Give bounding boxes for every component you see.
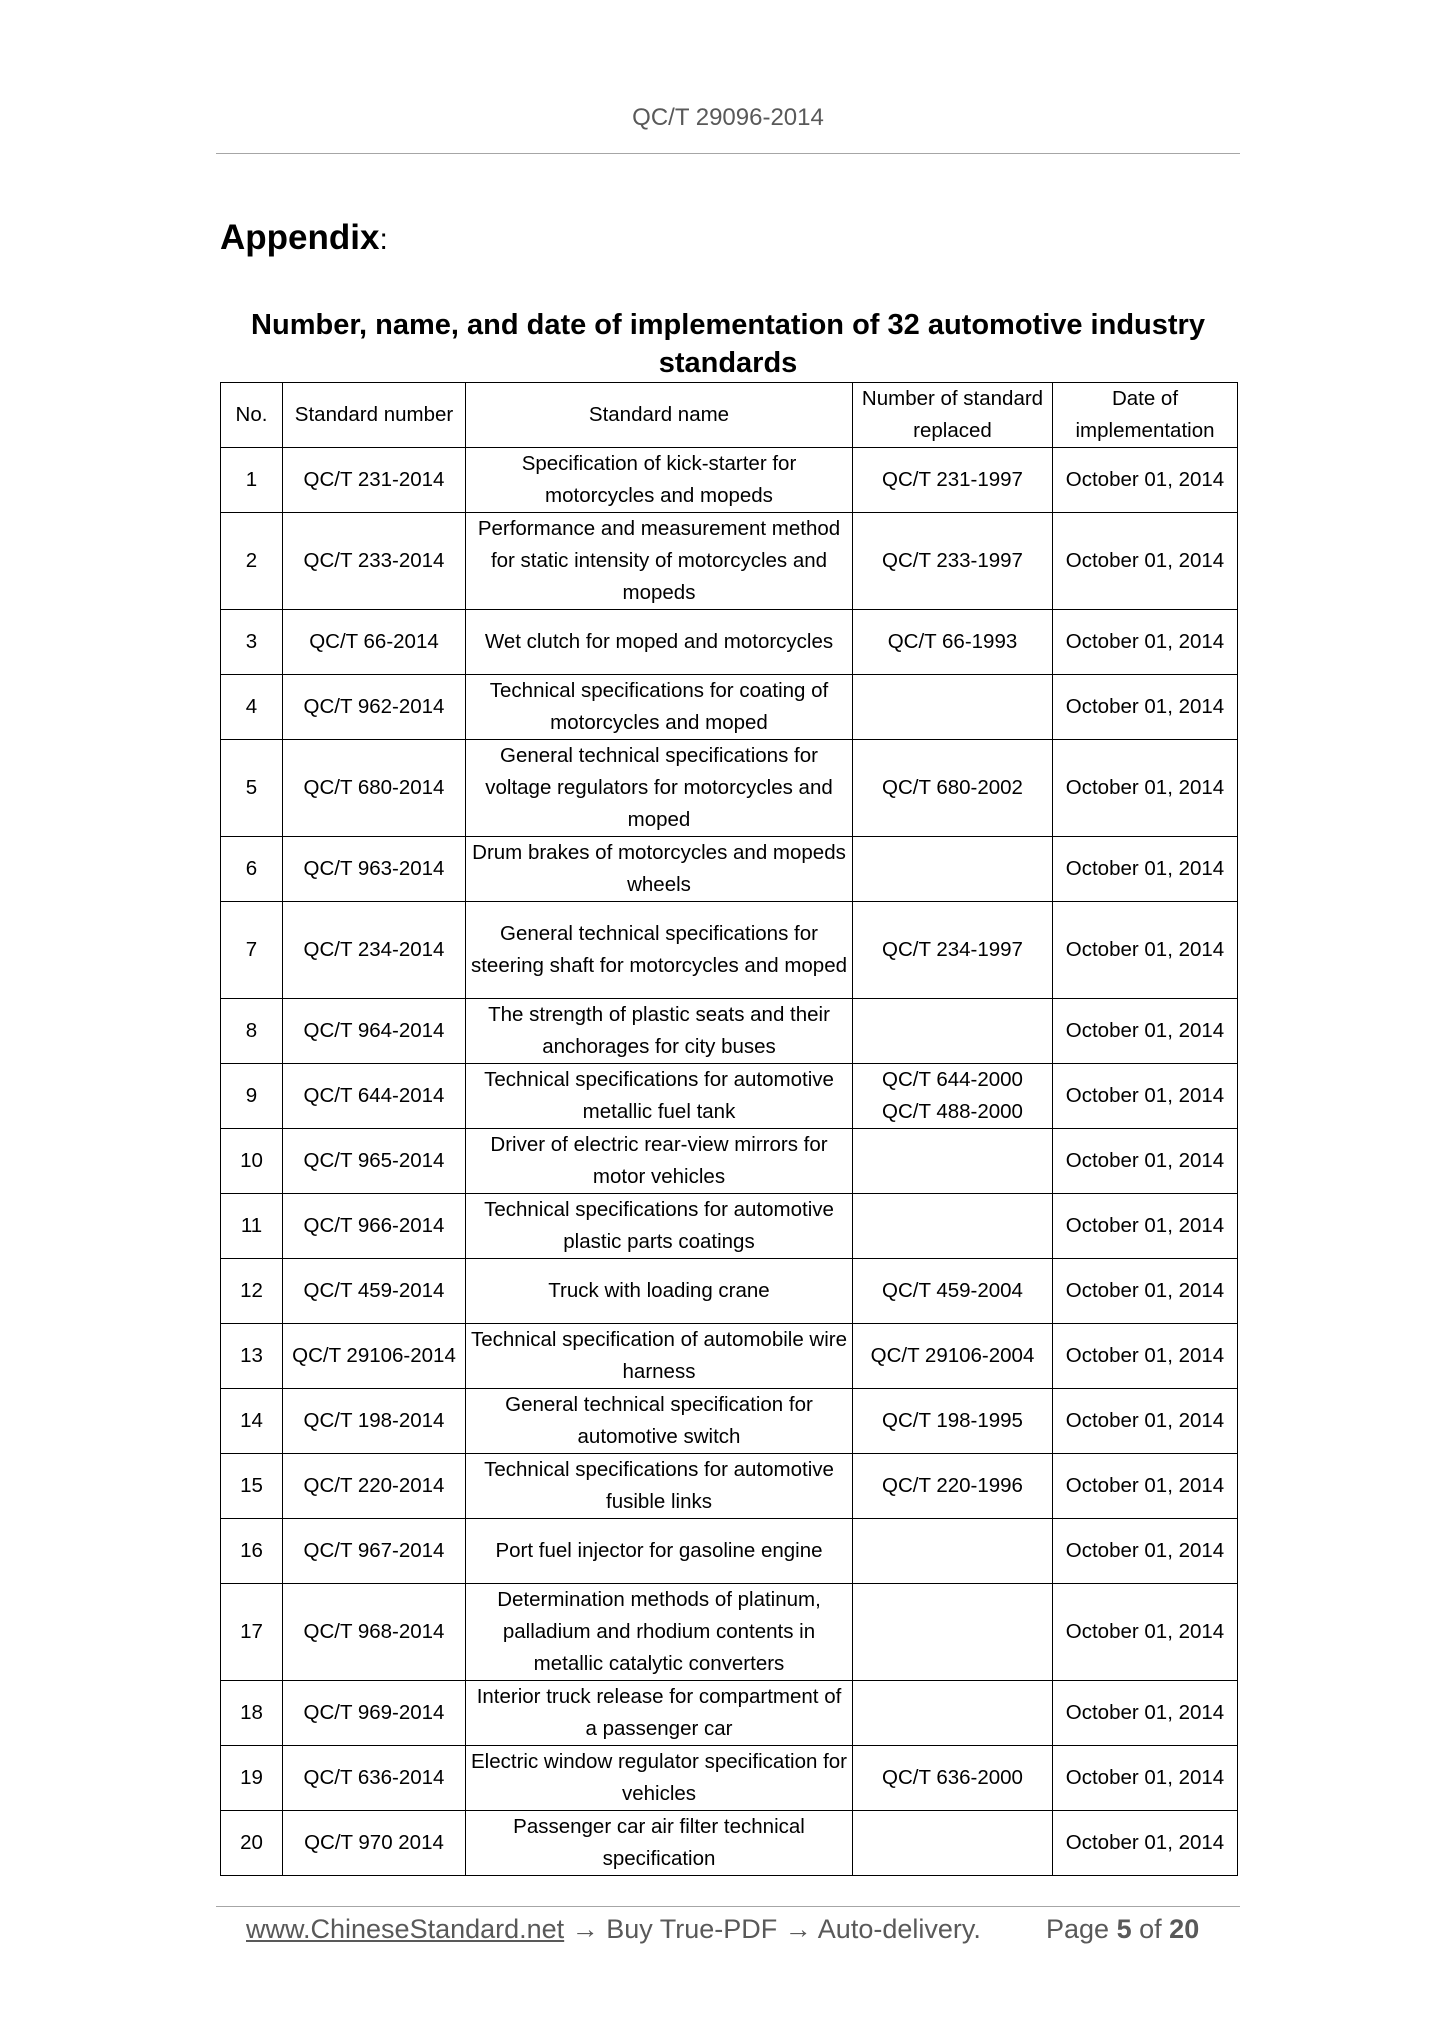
header-divider [216, 153, 1240, 154]
cell-replaced: QC/T 233-1997 [853, 513, 1053, 610]
table-header-row [221, 383, 1238, 448]
footer-divider [216, 1906, 1240, 1907]
of-label: of [1139, 1914, 1162, 1944]
cell-date: October 01, 2014 [1053, 1129, 1238, 1194]
cell-standard-name: Wet clutch for moped and motorcycles [466, 610, 853, 675]
page-current: 5 [1116, 1914, 1132, 1944]
cell-standard-name: Determination methods of platinum, palladium and rhodium contents in metallic catalytic converters [466, 1584, 853, 1681]
running-header: QC/T 29096-2014 [632, 104, 824, 131]
cell-date: October 01, 2014 [1053, 1746, 1238, 1811]
cell-standard-name: The strength of plastic seats and their anchorages for city buses [466, 999, 853, 1064]
cell-no: 2 [221, 513, 283, 610]
cell-standard-number: QC/T 964-2014 [283, 999, 466, 1064]
cell-replaced: QC/T 220-1996 [853, 1454, 1053, 1519]
table-row [221, 902, 1238, 999]
cell-standard-number: QC/T 966-2014 [283, 1194, 466, 1259]
table-row [221, 1584, 1238, 1681]
cell-replaced [853, 675, 1053, 740]
cell-date: October 01, 2014 [1053, 740, 1238, 837]
cell-no: 4 [221, 675, 283, 740]
table-body [221, 448, 1238, 1876]
page-footer [246, 1914, 1200, 1945]
table-row [221, 610, 1238, 675]
cell-standard-number: QC/T 234-2014 [283, 902, 466, 999]
table-row [221, 837, 1238, 902]
cell-date: October 01, 2014 [1053, 610, 1238, 675]
appendix-heading [220, 218, 388, 258]
cell-standard-number: QC/T 967-2014 [283, 1519, 466, 1584]
cell-no: 20 [221, 1811, 283, 1876]
table-row [221, 740, 1238, 837]
table-title: Number, name, and date of implementation of 32 automotive industry standards [251, 309, 1205, 379]
cell-replaced [853, 1129, 1053, 1194]
cell-no: 3 [221, 610, 283, 675]
cell-date: October 01, 2014 [1053, 448, 1238, 513]
cell-replaced: QC/T 636-2000 [853, 1746, 1053, 1811]
cell-replaced: QC/T 29106-2004 [853, 1324, 1053, 1389]
cell-standard-number: QC/T 220-2014 [283, 1454, 466, 1519]
cell-date: October 01, 2014 [1053, 999, 1238, 1064]
cell-replaced [853, 837, 1053, 902]
cell-replaced [853, 1194, 1053, 1259]
cell-no: 13 [221, 1324, 283, 1389]
cell-no: 16 [221, 1519, 283, 1584]
table-row [221, 1746, 1238, 1811]
cell-standard-name: Passenger car air filter technical specification [466, 1811, 853, 1876]
cell-standard-name: Driver of electric rear-view mirrors for motor vehicles [466, 1129, 853, 1194]
cell-no: 17 [221, 1584, 283, 1681]
cell-standard-name: General technical specifications for steering shaft for motorcycles and moped [466, 902, 853, 999]
cell-standard-name: Technical specifications for automotive fusible links [466, 1454, 853, 1519]
column-header-no: No. [221, 383, 283, 448]
table-row [221, 1519, 1238, 1584]
table-row [221, 513, 1238, 610]
table-row [221, 1259, 1238, 1324]
cell-no: 19 [221, 1746, 283, 1811]
cell-standard-number: QC/T 963-2014 [283, 837, 466, 902]
cell-standard-name: Interior truck release for compartment of a passenger car [466, 1681, 853, 1746]
cell-date: October 01, 2014 [1053, 902, 1238, 999]
table-row [221, 1681, 1238, 1746]
cell-date: October 01, 2014 [1053, 675, 1238, 740]
cell-standard-number: QC/T 680-2014 [283, 740, 466, 837]
cell-standard-number: QC/T 66-2014 [283, 610, 466, 675]
cell-no: 11 [221, 1194, 283, 1259]
cell-replaced: QC/T 680-2002 [853, 740, 1053, 837]
cell-replaced: QC/T 66-1993 [853, 610, 1053, 675]
cell-date: October 01, 2014 [1053, 1454, 1238, 1519]
cell-standard-number: QC/T 29106-2014 [283, 1324, 466, 1389]
arrow-right-icon: → [571, 1914, 599, 1944]
page-label: Page [1046, 1914, 1110, 1944]
table-row [221, 448, 1238, 513]
cell-no: 6 [221, 837, 283, 902]
cell-date: October 01, 2014 [1053, 1194, 1238, 1259]
cell-standard-name: Technical specifications for automotive plastic parts coatings [466, 1194, 853, 1259]
table-row [221, 1454, 1238, 1519]
cell-standard-name: Technical specifications for coating of motorcycles and moped [466, 675, 853, 740]
arrow-right-icon: → [784, 1914, 812, 1944]
cell-date: October 01, 2014 [1053, 1259, 1238, 1324]
column-header-standard-number: Standard number [283, 383, 466, 448]
cell-standard-number: QC/T 969-2014 [283, 1681, 466, 1746]
delivery-text: Auto-delivery. [817, 1914, 981, 1944]
cell-standard-name: General technical specification for automotive switch [466, 1389, 853, 1454]
cell-standard-name: Technical specification of automobile wire harness [466, 1324, 853, 1389]
cell-no: 9 [221, 1064, 283, 1129]
cell-replaced [853, 1584, 1053, 1681]
cell-standard-name: Technical specifications for automotive metallic fuel tank [466, 1064, 853, 1129]
cell-date: October 01, 2014 [1053, 513, 1238, 610]
table-row [221, 1194, 1238, 1259]
appendix-title: Appendix [220, 218, 380, 257]
page-total: 20 [1169, 1914, 1200, 1944]
cell-standard-name: Port fuel injector for gasoline engine [466, 1519, 853, 1584]
cell-date: October 01, 2014 [1053, 1681, 1238, 1746]
buy-text: Buy True-PDF [606, 1914, 778, 1944]
cell-replaced [853, 1681, 1053, 1746]
cell-no: 15 [221, 1454, 283, 1519]
cell-no: 14 [221, 1389, 283, 1454]
cell-replaced: QC/T 459-2004 [853, 1259, 1053, 1324]
cell-standard-name: Truck with loading crane [466, 1259, 853, 1324]
table-row [221, 1064, 1238, 1129]
cell-replaced [853, 1811, 1053, 1876]
cell-no: 7 [221, 902, 283, 999]
cell-replaced: QC/T 644-2000 QC/T 488-2000 [853, 1064, 1053, 1129]
table-row [221, 999, 1238, 1064]
table-row [221, 1811, 1238, 1876]
cell-date: October 01, 2014 [1053, 1811, 1238, 1876]
cell-no: 1 [221, 448, 283, 513]
table-row [221, 675, 1238, 740]
cell-date: October 01, 2014 [1053, 1389, 1238, 1454]
cell-no: 10 [221, 1129, 283, 1194]
table-row [221, 1389, 1238, 1454]
cell-replaced: QC/T 231-1997 [853, 448, 1053, 513]
cell-standard-number: QC/T 198-2014 [283, 1389, 466, 1454]
cell-standard-number: QC/T 970 2014 [283, 1811, 466, 1876]
cell-standard-number: QC/T 968-2014 [283, 1584, 466, 1681]
page-indicator [1046, 1914, 1199, 1945]
cell-no: 8 [221, 999, 283, 1064]
cell-date: October 01, 2014 [1053, 1324, 1238, 1389]
cell-date: October 01, 2014 [1053, 1519, 1238, 1584]
cell-no: 5 [221, 740, 283, 837]
table-row [221, 1129, 1238, 1194]
cell-standard-name: Electric window regulator specification for vehicles [466, 1746, 853, 1811]
column-header-date: Date of implementation [1053, 383, 1238, 448]
cell-no: 12 [221, 1259, 283, 1324]
cell-no: 18 [221, 1681, 283, 1746]
cell-standard-number: QC/T 644-2014 [283, 1064, 466, 1129]
cell-replaced: QC/T 198-1995 [853, 1389, 1053, 1454]
table-row [221, 1324, 1238, 1389]
cell-standard-name: Drum brakes of motorcycles and mopeds wheels [466, 837, 853, 902]
website-link[interactable]: www.ChineseStandard.net [246, 1914, 565, 1944]
cell-standard-number: QC/T 231-2014 [283, 448, 466, 513]
column-header-replaced: Number of standard replaced [853, 383, 1053, 448]
cell-standard-number: QC/T 233-2014 [283, 513, 466, 610]
cell-replaced: QC/T 234-1997 [853, 902, 1053, 999]
cell-date: October 01, 2014 [1053, 837, 1238, 902]
cell-standard-number: QC/T 962-2014 [283, 675, 466, 740]
cell-standard-number: QC/T 459-2014 [283, 1259, 466, 1324]
standards-table [220, 382, 1238, 1876]
cell-date: October 01, 2014 [1053, 1584, 1238, 1681]
cell-standard-name: Performance and measurement method for static intensity of motorcycles and mopeds [466, 513, 853, 610]
cell-standard-number: QC/T 636-2014 [283, 1746, 466, 1811]
column-header-standard-name: Standard name [466, 383, 853, 448]
cell-date: October 01, 2014 [1053, 1064, 1238, 1129]
cell-replaced [853, 999, 1053, 1064]
cell-standard-name: General technical specifications for voltage regulators for motorcycles and moped [466, 740, 853, 837]
cell-standard-number: QC/T 965-2014 [283, 1129, 466, 1194]
cell-replaced [853, 1519, 1053, 1584]
cell-standard-name: Specification of kick-starter for motorcycles and mopeds [466, 448, 853, 513]
appendix-colon: : [379, 223, 388, 256]
